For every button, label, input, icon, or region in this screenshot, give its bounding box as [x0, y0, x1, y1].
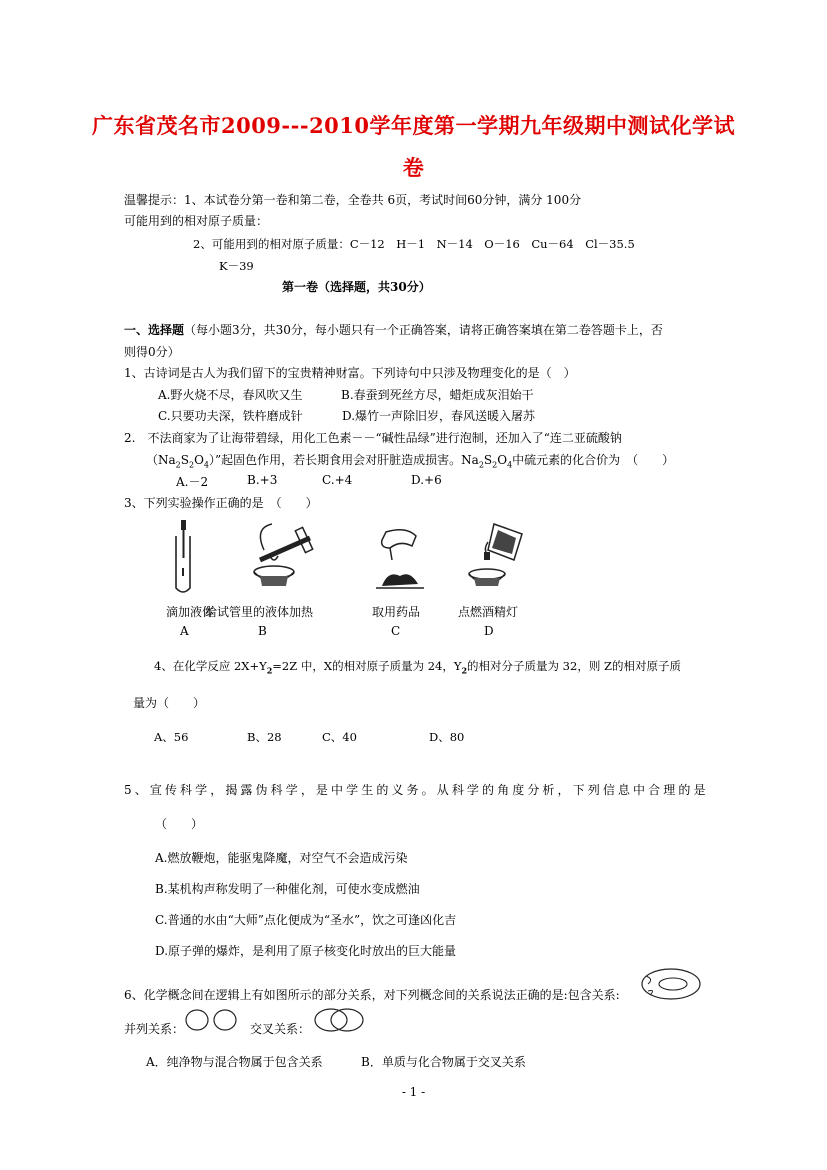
tip-line1: 温馨提示：1、本试卷分第一卷和第二卷，全卷共 6页，考试时间60分钟，满分 100分 [124, 193, 582, 207]
q4-option-c: C、40 [322, 730, 357, 744]
q2-stem-line1: 2. 不法商家为了让海带碧绿，用化工色素－－“碱性品绿”进行泡制，还加入了“连二亚硫酸钠 [124, 431, 622, 445]
q3-stem: 3、下列实验操作正确的是 （ ） [124, 496, 318, 510]
q3-letter-c: C [391, 624, 401, 638]
q4-option-d: D、80 [429, 730, 465, 744]
q1-option-c: C.只要功夫深，铁杵磨成针 [158, 409, 303, 423]
heating-test-tube-figure [242, 520, 327, 592]
q1-option-b: B.春蚕到死丝方尽，蜡炬成灰泪始干 [341, 388, 534, 402]
q5-option-d: D.原子弹的爆炸，是利用了原子核变化时放出的巨大能量 [155, 944, 457, 958]
q5-option-a: A.燃放鞭炮，能驱鬼降魔，对空气不会造成污染 [155, 851, 408, 865]
q6-parallel-label: 并列关系： [124, 1022, 185, 1036]
q3-letter-d: D [484, 624, 494, 638]
q1-stem: 1、古诗词是古人为我们留下的宝贵精神财富。下列诗句中只涉及物理变化的是（ ） [124, 366, 576, 380]
part1-instr1: （每小题3分，共30分，每小题只有一个正确答案，请将正确答案填在第二卷答题卡上，否 [184, 323, 663, 337]
containment-diagram [640, 967, 702, 1001]
q1-option-d: D.爆竹一声除旧岁，春风送暖入屠苏 [342, 409, 536, 423]
alcohol-lamp-figure [462, 520, 530, 592]
q3-caption-b: 给试管里的液体加热 [204, 605, 313, 619]
q6-option-b: B．单质与化合物属于交叉关系 [361, 1055, 526, 1069]
exam-title-line1: 广东省茂名市2009---2010学年度第一学期九年级期中测试化学试 [91, 113, 736, 138]
q3-caption-d: 点燃酒精灯 [457, 605, 518, 619]
q5-stem-line1: 5、宣传科学，揭露伪科学，是中学生的义务。从科学的角度分析，下列信息中合理的是 [124, 783, 709, 797]
q3-caption-c: 取用药品 [371, 605, 420, 619]
q2-option-d: D.+6 [411, 473, 442, 487]
tip-line3: 2、可能用到的相对原子质量：C－12 H－1 N－14 O－16 Cu－64 Cl－35.5 [193, 237, 635, 251]
part1-instructions [124, 321, 663, 338]
exam-title-line2: 卷 [402, 155, 425, 180]
taking-reagent-figure [372, 526, 427, 592]
q2-option-c: C.+4 [322, 473, 353, 487]
q3-letter-a: A [180, 624, 189, 638]
intersection-diagram [312, 1006, 366, 1034]
tip-line4: K－39 [219, 259, 254, 273]
q6-stem: 6、化学概念间在逻辑上有如图所示的部分关系，对下列概念间的关系说法正确的是:包含关系: [124, 988, 620, 1002]
q3-letter-b: B [258, 624, 267, 638]
q4-stem-line1: 4、在化学反应 $2X+Y_2=2Z$ 中，X的相对原子质量为 24，$Y_2$的相对分子质量为 32，则 Z的相对原子质 [154, 659, 681, 676]
q2-stem-line2: $(Na_2S_2O_4)$”起固色作用，若长期食用会对肝脏造成损害。$Na_2S_2O_4$中硫元素的化合价为 （ ） [146, 453, 675, 470]
tip-line2: 可能用到的相对原子质量： [124, 214, 269, 228]
section-title: 第一卷（选择题，共30分） [282, 280, 431, 294]
q5-stem-line2: （ ） [155, 817, 204, 831]
q5-option-b: B.某机构声称发明了一种催化剂，可使水变成燃油 [155, 882, 420, 896]
q4-option-b: B、28 [247, 730, 282, 744]
q1-option-a: A.野火烧不尽，春风吹又生 [158, 388, 303, 402]
part1-instr2: 则得0分） [124, 345, 180, 359]
q3-caption-a: 滴加液体 [165, 605, 214, 619]
q2-option-b: B.+3 [247, 473, 278, 487]
q6-option-a: A．纯净物与混合物属于包含关系 [146, 1055, 323, 1069]
q2-option-a: A.－2 [176, 475, 209, 489]
page-number: - 1 - [401, 1085, 426, 1099]
q6-cross-label: 交叉关系： [250, 1022, 311, 1036]
part1-label: 一、选择题 [124, 323, 185, 337]
q4-option-a: A、56 [154, 730, 189, 744]
parallel-diagram [184, 1008, 238, 1034]
q5-option-c: C.普通的水由“大师”点化便成为“圣水”，饮之可逢凶化吉 [155, 913, 457, 927]
dropper-figure [168, 518, 198, 596]
q4-stem-line2: 量为（ ） [133, 696, 206, 710]
